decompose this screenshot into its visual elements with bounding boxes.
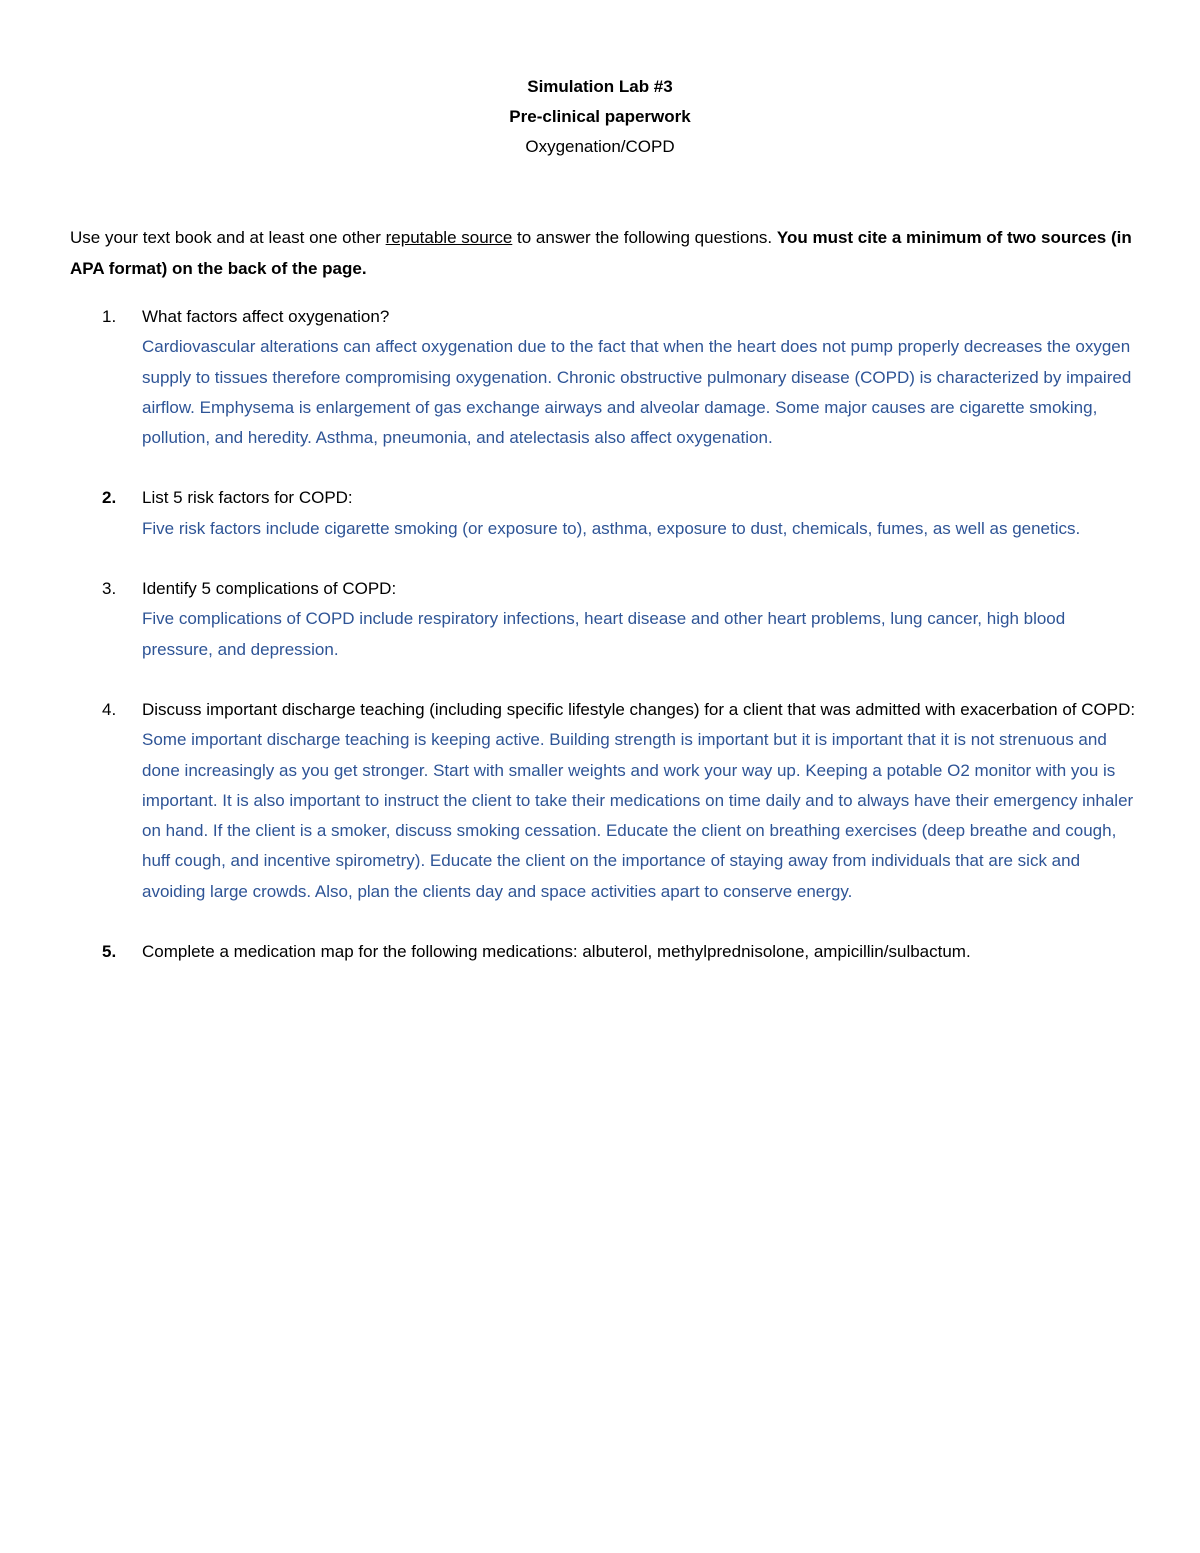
question-number: 4. [102,699,117,719]
question-item-2 [70,483,1140,544]
question-text: Identify 5 complications of COPD: [142,579,397,599]
question-list [70,302,1140,997]
question-number: 2. [102,488,117,508]
question-number: 1. [102,307,117,326]
question-number: 5. [102,942,117,962]
answer-text: Some important discharge teaching is keeping active. Building strength is important but it is important that it is not strenuous and done increasingly as you get stronger. Start with smaller weights and work your way up. Keeping a potable O2 monitor with you is important. It is also important to instruct the client to take their medications on time daily and to always have their emergency inhaler on hand. If the client is a smoker, discuss smoking cessation. Educate the client on breathing exercises (deep breathe and cough, huff cough, and incentive spirometry). Educate the client on the importance of staying away from individuals that are sick and avoiding large crowds. Also, plan the clients day and space activities apart to conserve energy. [142,730,1134,901]
document-subtitle: Pre-clinical paperwork [509,107,691,126]
instructions-text-start: Use your text book and at least one other [70,228,386,247]
question-item-5 [70,937,1140,967]
instructions-paragraph [70,222,1140,284]
question-text: List 5 risk factors for COPD: [142,488,353,508]
answer-text: Five risk factors include cigarette smoking (or exposure to), asthma, exposure to dust, chemicals, fumes, as well as genetics. [142,518,1081,538]
document-title: Simulation Lab #3 [527,77,673,96]
answer-text: Cardiovascular alterations can affect oxygenation due to the fact that when the heart does not pump properly decreases the oxygen supply to tissues therefore compromising oxygenation. Chronic obstructive pulmonary disease (COPD) is characterized by impaired airflow. Emphysema is enlargement of gas exchange airways and alveolar damage. Some major causes are cigarette smoking, pollution, and heredity. Asthma, pneumonia, and atelectasis also affect oxygenation. [142,337,1132,448]
question-number: 3. [102,579,117,599]
instructions-text-middle: to answer the following questions. [512,228,777,247]
reputable-source-underlined: reputable source [385,228,513,247]
answer-text: Five complications of COPD include respiratory infections, heart disease and other heart problems, lung cancer, high blood pressure, and depression. [142,609,1066,659]
question-item-1 [70,302,1140,453]
question-text: Complete a medication map for the following medications: albuterol, methylprednisolone, ampicillin/sulbactum. [142,942,971,962]
question-item-3 [70,574,1140,665]
question-item-4 [70,695,1140,907]
citation-requirement: You must cite a minimum of two sources (in APA format) on the back of the page. [70,228,1132,278]
question-text: What factors affect oxygenation? [142,307,390,326]
question-text: Discuss important discharge teaching (including specific lifestyle changes) for a client that was admitted with exacerbation of COPD: [142,699,1136,719]
document-header [0,72,1200,162]
document-topic: Oxygenation/COPD [525,137,675,156]
